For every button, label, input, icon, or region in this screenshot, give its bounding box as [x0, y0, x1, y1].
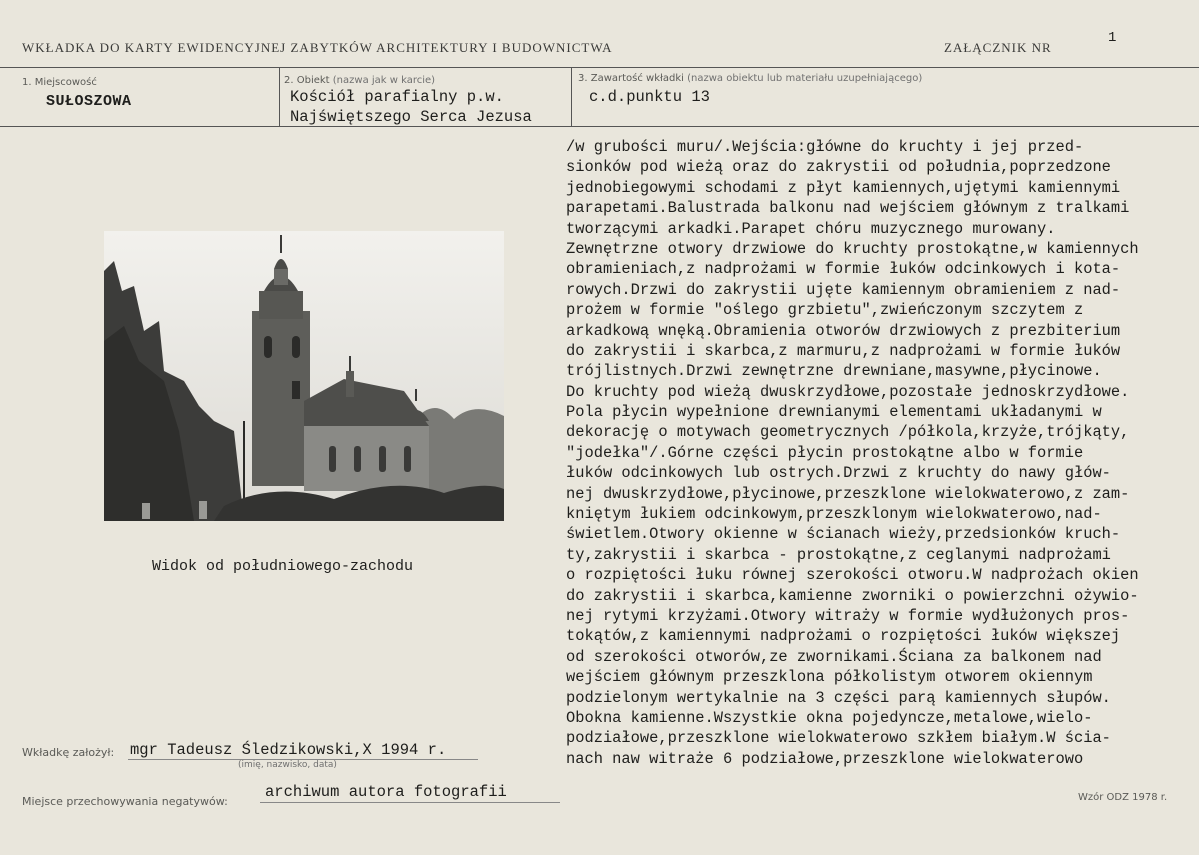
- text-line: od szerokości otworów,ze zwornikami.Ściana za balkonem nad: [566, 647, 1102, 666]
- text-line: nach naw witraże 6 podziałowe,przeszklone wielokwaterowo: [566, 749, 1084, 768]
- text-line: łuków odcinkowych lub ostrych.Drzwi z kruchty do nawy głów-: [566, 464, 1111, 483]
- content-label: 3. Zawartość wkładki: [578, 73, 684, 84]
- negatives-label: Miejsce przechowywania negatywów:: [22, 795, 228, 808]
- author-hint: (imię, nazwisko, data): [238, 760, 337, 770]
- text-line: jednobiegowymi schodami z płyt kamiennych,ujętymi kamiennymi: [566, 178, 1121, 197]
- text-line: dekorację o motywach geometrycznych /półkola,krzyże,trójkąty,: [566, 423, 1130, 442]
- text-line: arkadkową wnęką.Obramienia otworów drzwiowych z prezbiterium: [566, 321, 1121, 340]
- object-value: [290, 87, 532, 127]
- text-line: tworzącymi arkadki.Parapet chóru muzycznego murowany.: [566, 219, 1056, 238]
- negatives-value: archiwum autora fotografii: [265, 783, 507, 801]
- text-line: kniętym łukiem odcinkowym,przeszklonym wielokwaterowo,nad-: [566, 505, 1102, 524]
- text-line: podziałowe,przeszklone wielokwaterowo szkłem białym.W ścia-: [566, 729, 1111, 748]
- negatives-underline: [260, 802, 560, 803]
- text-line: prożem w formie "oślego grzbietu",zwieńczonym szczytem z: [566, 301, 1084, 320]
- form-title: WKŁADKA DO KARTY EWIDENCYJNEJ ZABYTKÓW ARCHITEKTURY I BUDOWNICTWA: [22, 40, 613, 55]
- annex-number: 1: [1108, 30, 1117, 46]
- text-line: Zewnętrzne otwory drzwiowe do kruchty prostokątne,w kamiennych: [566, 239, 1139, 258]
- content-value: c.d.punktu 13: [589, 88, 710, 106]
- object-line-1: Kościół parafialny p.w.: [290, 88, 504, 106]
- annex-label: ZAŁĄCZNIK NR: [944, 40, 1052, 55]
- locality-value: SUŁOSZOWA: [46, 93, 132, 110]
- field-divider-1: [279, 67, 280, 127]
- text-line: do zakrystii i skarbca,kamienne zworniki o powierzchni ożywio-: [566, 586, 1139, 605]
- text-line: rowych.Drzwi do zakrystii ujęte kamiennym obramieniem z nad-: [566, 280, 1121, 299]
- text-line: tokątów,z kamiennymi nadprożami o rozpiętości łuków większej: [566, 627, 1121, 646]
- text-line: "jodełka"/.Górne części płycin prostokątne albo w formie: [566, 443, 1084, 462]
- locality-label: 1. Miejscowość: [22, 77, 97, 88]
- text-line: Obokna kamienne.Wszystkie okna pojedyncze,metalowe,wielo-: [566, 708, 1093, 727]
- text-line: obramieniach,z nadprożami w formie łuków odcinkowych i kota-: [566, 260, 1121, 279]
- field-divider-2: [571, 67, 572, 127]
- text-line: ty,zakrystii i skarbca - prostokątne,z ceglanymi nadprożami: [566, 545, 1111, 564]
- photo-caption: Widok od południowego-zachodu: [152, 558, 414, 575]
- text-line: Pola płycin wypełnione drewnianymi elementami układanymi w: [566, 403, 1102, 422]
- text-line: do zakrystii i skarbca,z marmuru,z nadprożami w formie łuków: [566, 341, 1121, 360]
- object-line-2: Najświętszego Serca Jezusa: [290, 108, 532, 126]
- text-line: wejściem głównym przeszklona półkolistym otworem okiennym: [566, 668, 1093, 687]
- church-photograph: [104, 231, 504, 521]
- header-rule-top: [0, 67, 1199, 68]
- text-line: nej dwuskrzydłowe,płycinowe,przeszklone wielokwaterowo,z zam-: [566, 484, 1130, 503]
- author-label: Wkładkę założył:: [22, 746, 115, 759]
- text-line: trójlistnych.Drzwi zewnętrzne drewniane,masywne,płycinowe.: [566, 362, 1102, 381]
- description-text: [566, 137, 1198, 769]
- church-photo-drawing: [104, 231, 504, 521]
- header-rule-bottom: [0, 126, 1199, 127]
- object-hint: (nazwa jak w karcie): [332, 75, 436, 86]
- form-code: Wzór ODZ 1978 r.: [1078, 792, 1168, 803]
- text-line: świetlem.Otwory okienne w ścianach wieży,przedsionków kruch-: [566, 525, 1121, 544]
- text-line: o rozpiętości łuku równej szerokości otworu.W nadprożach okien: [566, 566, 1139, 585]
- text-line: /w grubości muru/.Wejścia:główne do kruchty i jej przed-: [566, 138, 1084, 156]
- author-value: mgr Tadeusz Śledzikowski,X 1994 r.: [130, 741, 447, 759]
- text-line: Do kruchty pod wieżą dwuskrzydłowe,pozostałe jednoskrzydłowe.: [566, 382, 1130, 401]
- text-line: sionków pod wieżą oraz do zakrystii od południa,poprzedzone: [566, 158, 1111, 177]
- object-label: 2. Obiekt: [284, 75, 330, 86]
- text-line: podzielonym wertykalnie na 3 części parą kamiennych słupów.: [566, 688, 1111, 707]
- content-hint: (nazwa obiektu lub materiału uzupełniającego): [687, 73, 923, 84]
- text-line: parapetami.Balustrada balkonu nad wejściem głównym z tralkami: [566, 199, 1130, 218]
- text-line: nej rytymi krzyżami.Otwory witraży w formie wydłużonych pros-: [566, 606, 1130, 625]
